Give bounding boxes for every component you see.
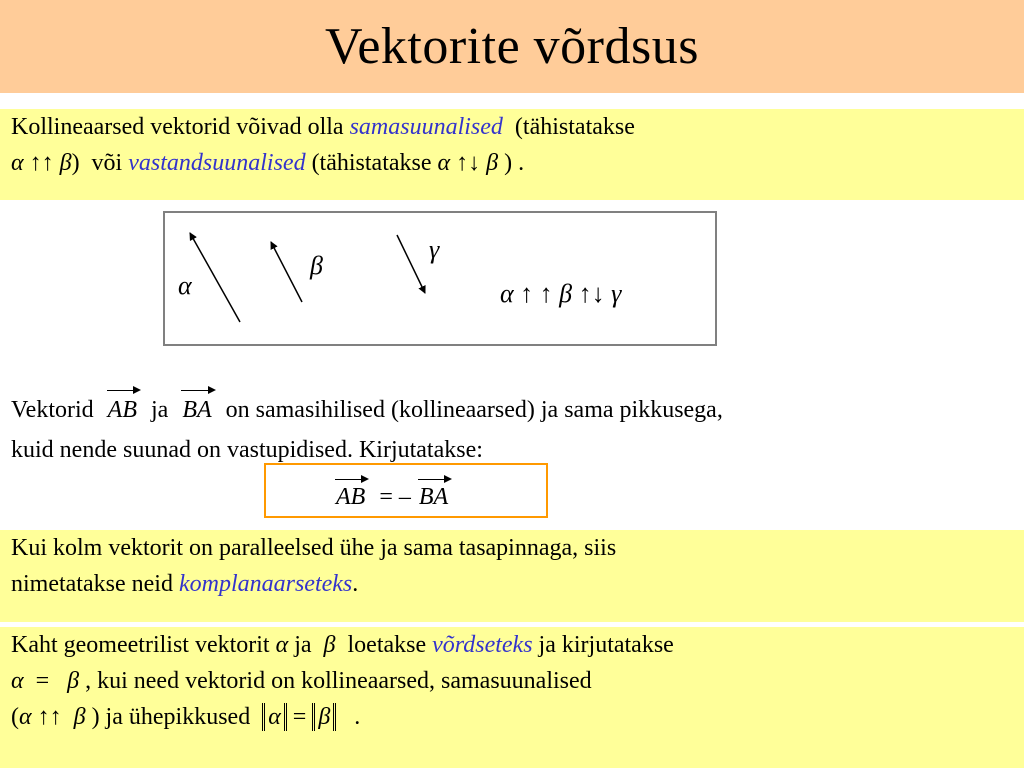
keyword-samasuunalised: samasuunalised	[349, 114, 503, 140]
opposite-direction-symbol: ↑↓	[572, 279, 612, 308]
equals: =	[23, 668, 68, 694]
same-direction-symbol: ↑↑	[23, 150, 60, 176]
keyword-komplanaarseteks: komplanaarseteks	[178, 571, 353, 597]
text: (tähistatakse	[305, 150, 438, 176]
symbol-beta: β	[59, 150, 72, 176]
symbol-alpha: α	[11, 668, 24, 694]
formula-box	[264, 463, 548, 518]
text: ) ja ühepikkused	[85, 704, 263, 730]
text: (tähistatakse	[502, 114, 635, 140]
text: Kollineaarsed vektorid võivad olla	[11, 114, 350, 140]
text: .	[336, 704, 361, 730]
opposite-direction-symbol: ↑↓	[450, 150, 487, 176]
label-beta: β	[310, 251, 323, 280]
label-gamma: γ	[429, 235, 440, 264]
equals: =	[286, 704, 313, 730]
text: Kui kolm vektorit on paralleelsed ühe ja sama tasapinnaga, siis	[11, 535, 617, 561]
relation-expression	[500, 281, 621, 307]
text: on samasihilised (kollineaarsed) ja sama pikkusega,	[213, 397, 723, 423]
symbol-beta: β	[67, 668, 80, 694]
text: ja	[138, 397, 181, 423]
text: (	[11, 704, 19, 730]
symbol-beta: β	[559, 279, 573, 308]
symbol-alpha: α	[275, 632, 289, 658]
norm-alpha: α	[262, 703, 287, 731]
coplanar-definition	[0, 530, 1024, 622]
vector-arrows	[165, 213, 719, 348]
keyword-vordseteks: võrdseteks	[432, 632, 533, 658]
title-bar	[0, 0, 1024, 93]
text: .	[352, 571, 359, 597]
page-title: Vektorite võrdsus	[325, 18, 699, 75]
equals-minus: = –	[367, 484, 417, 510]
text: ja kirjutatakse	[532, 632, 674, 658]
collinear-definition	[0, 109, 1024, 200]
keyword-vastandsuunalised: vastandsuunalised	[128, 150, 306, 176]
symbol-alpha: α	[19, 704, 32, 730]
text: kuid nende suunad on vastupidised. Kirjutatakse:	[11, 437, 483, 463]
symbol-beta: β	[73, 704, 86, 730]
text: ) või	[71, 150, 129, 176]
vector-diagram	[163, 211, 717, 346]
symbol-gamma: γ	[611, 279, 622, 308]
symbol-alpha: α	[11, 150, 24, 176]
vector-alpha-arrow	[190, 233, 240, 322]
text: Vektorid	[11, 397, 106, 423]
text: , kui need vektorid on kollineaarsed, samasuunalised	[79, 668, 592, 694]
text: Kaht geomeetrilist vektorit	[11, 632, 276, 658]
vector-beta-arrow	[271, 242, 302, 302]
symbol-beta: β	[323, 632, 336, 658]
text: ja	[288, 632, 324, 658]
vector-ba: BA	[417, 479, 450, 515]
symbol-alpha: α	[500, 279, 514, 308]
same-direction-symbol: ↑ ↑	[513, 279, 560, 308]
symbol-beta: β	[486, 150, 499, 176]
opposite-vectors-paragraph	[11, 390, 1016, 470]
text: loetakse	[335, 632, 433, 658]
vector-ab: AB	[106, 390, 139, 430]
equality-definition	[0, 627, 1024, 768]
symbol-alpha: α	[437, 150, 451, 176]
vector-ab: AB	[334, 479, 367, 515]
norm-beta: β	[312, 703, 336, 731]
label-alpha: α	[178, 271, 192, 300]
vector-gamma-arrow	[397, 235, 425, 293]
same-direction-symbol: ↑↑	[31, 704, 74, 730]
text: nimetatakse neid	[11, 571, 179, 597]
vector-ba: BA	[180, 390, 213, 430]
text: ) .	[498, 150, 525, 176]
